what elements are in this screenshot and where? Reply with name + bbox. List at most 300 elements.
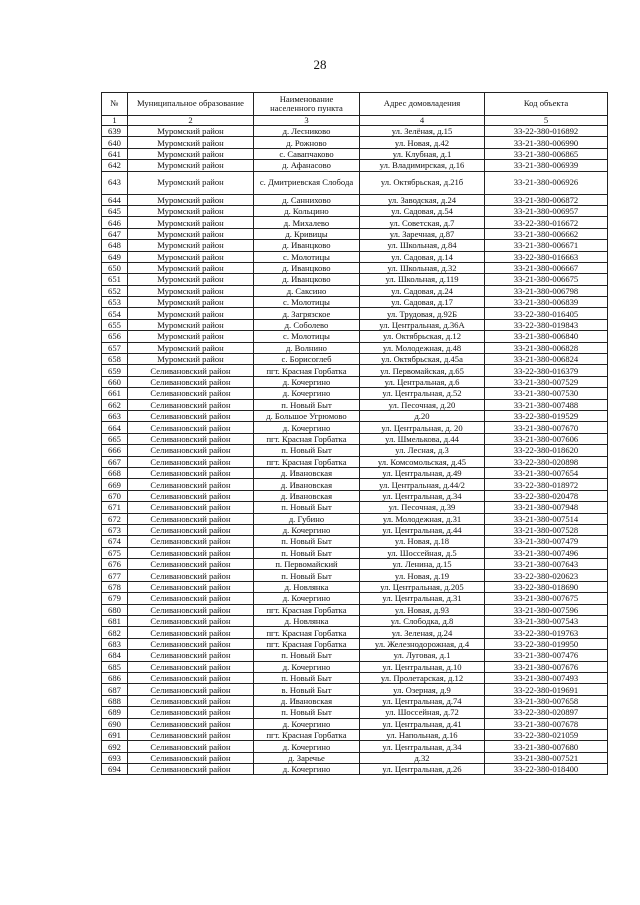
settlement-cell: пгт. Красная Горбатка xyxy=(254,365,360,376)
address-cell: ул. Центральная, д.34 xyxy=(360,490,485,501)
settlement-cell: д. Губино xyxy=(254,513,360,524)
address-cell: ул. Центральная, д. 20 xyxy=(360,422,485,433)
municipality-cell: Муромский район xyxy=(128,319,254,330)
header-settlement: Наименование населенного пункта xyxy=(254,93,360,116)
object-code-cell: 33-21-380-007670 xyxy=(485,422,608,433)
settlement-cell: с. Молотицы xyxy=(254,331,360,342)
settlement-cell: д. Лесниково xyxy=(254,126,360,137)
municipality-cell: Селивановский район xyxy=(128,581,254,592)
municipality-cell: Селивановский район xyxy=(128,627,254,638)
table-row xyxy=(102,354,608,365)
row-number: 685 xyxy=(102,661,128,672)
row-number: 689 xyxy=(102,707,128,718)
address-cell: ул. Школьная, д.32 xyxy=(360,262,485,273)
header-row xyxy=(102,93,608,116)
row-number: 662 xyxy=(102,399,128,410)
row-number: 676 xyxy=(102,559,128,570)
settlement-cell: д. Кочергино xyxy=(254,661,360,672)
object-code-cell: 33-22-380-016663 xyxy=(485,251,608,262)
table-row xyxy=(102,297,608,308)
row-number: 655 xyxy=(102,319,128,330)
address-cell: ул. Озерная, д.9 xyxy=(360,684,485,695)
table-row xyxy=(102,729,608,740)
object-code-cell: 33-21-380-007606 xyxy=(485,433,608,444)
municipality-cell: Селивановский район xyxy=(128,604,254,615)
municipality-cell: Селивановский район xyxy=(128,399,254,410)
municipality-cell: Муромский район xyxy=(128,308,254,319)
settlement-cell: д. Саксино xyxy=(254,285,360,296)
address-cell: ул. Песочная, д.20 xyxy=(360,399,485,410)
row-number: 686 xyxy=(102,672,128,683)
object-code-cell: 33-21-380-007643 xyxy=(485,559,608,570)
row-number: 673 xyxy=(102,524,128,535)
row-number: 692 xyxy=(102,741,128,752)
table-row xyxy=(102,764,608,775)
object-code-cell: 33-21-380-006662 xyxy=(485,228,608,239)
municipality-cell: Селивановский район xyxy=(128,490,254,501)
row-number: 693 xyxy=(102,752,128,763)
object-code-cell: 33-21-380-007530 xyxy=(485,388,608,399)
table-row xyxy=(102,695,608,706)
row-number: 654 xyxy=(102,308,128,319)
table-row xyxy=(102,342,608,353)
settlement-cell: д. Кочергино xyxy=(254,718,360,729)
table-row xyxy=(102,661,608,672)
table-row xyxy=(102,684,608,695)
settlement-cell: д. Кривицы xyxy=(254,228,360,239)
settlement-cell: с. Дмитриевская Слобода xyxy=(254,171,360,194)
row-number: 646 xyxy=(102,217,128,228)
settlement-cell: п. Новый Быт xyxy=(254,502,360,513)
row-number: 653 xyxy=(102,297,128,308)
address-cell: ул. Садовая, д.17 xyxy=(360,297,485,308)
address-cell: ул. Новая, д.18 xyxy=(360,536,485,547)
column-number: 3 xyxy=(254,116,360,126)
object-code-cell: 33-21-380-007654 xyxy=(485,467,608,478)
table-row xyxy=(102,228,608,239)
municipality-cell: Селивановский район xyxy=(128,467,254,478)
object-code-cell: 33-21-380-006865 xyxy=(485,148,608,159)
object-code-cell: 33-22-380-018690 xyxy=(485,581,608,592)
table-row xyxy=(102,262,608,273)
address-cell: ул. Советская, д.7 xyxy=(360,217,485,228)
municipality-cell: Селивановский район xyxy=(128,650,254,661)
table-row xyxy=(102,490,608,501)
registry-table xyxy=(101,92,608,775)
municipality-cell: Селивановский район xyxy=(128,479,254,490)
object-code-cell: 33-22-380-016672 xyxy=(485,217,608,228)
municipality-cell: Селивановский район xyxy=(128,547,254,558)
address-cell: ул. Шоссейная, д.72 xyxy=(360,707,485,718)
object-code-cell: 33-21-380-006824 xyxy=(485,354,608,365)
object-code-cell: 33-22-380-021059 xyxy=(485,729,608,740)
table-row xyxy=(102,752,608,763)
address-cell: ул. Центральная, д.41 xyxy=(360,718,485,729)
settlement-cell: пгт. Красная Горбатка xyxy=(254,433,360,444)
address-cell: д.20 xyxy=(360,410,485,421)
settlement-cell: п. Новый Быт xyxy=(254,399,360,410)
settlement-cell: пгт. Красная Горбатка xyxy=(254,729,360,740)
object-code-cell: 33-21-380-006671 xyxy=(485,240,608,251)
object-code-cell: 33-21-380-007528 xyxy=(485,524,608,535)
address-cell: ул. Заречная, д.87 xyxy=(360,228,485,239)
object-code-cell: 33-21-380-006990 xyxy=(485,137,608,148)
row-number: 661 xyxy=(102,388,128,399)
table-row xyxy=(102,137,608,148)
municipality-cell: Селивановский район xyxy=(128,524,254,535)
table-row xyxy=(102,741,608,752)
row-number: 651 xyxy=(102,274,128,285)
municipality-cell: Муромский район xyxy=(128,228,254,239)
address-cell: ул. Новая, д.42 xyxy=(360,137,485,148)
row-number: 648 xyxy=(102,240,128,251)
address-cell: ул. Трудовая, д.92Б xyxy=(360,308,485,319)
object-code-cell: 33-22-380-018972 xyxy=(485,479,608,490)
object-code-cell: 33-21-380-006839 xyxy=(485,297,608,308)
table-row xyxy=(102,331,608,342)
row-number: 681 xyxy=(102,616,128,627)
municipality-cell: Селивановский район xyxy=(128,707,254,718)
table-row xyxy=(102,672,608,683)
municipality-cell: Селивановский район xyxy=(128,445,254,456)
row-number: 667 xyxy=(102,456,128,467)
settlement-cell: д. Заречье xyxy=(254,752,360,763)
row-number: 675 xyxy=(102,547,128,558)
settlement-cell: д. Ивановская xyxy=(254,479,360,490)
settlement-cell: д. Загрязское xyxy=(254,308,360,319)
address-cell: ул. Ленина, д.15 xyxy=(360,559,485,570)
object-code-cell: 33-22-380-019843 xyxy=(485,319,608,330)
row-number: 690 xyxy=(102,718,128,729)
settlement-cell: в. Новый Быт xyxy=(254,684,360,695)
table-row xyxy=(102,160,608,171)
settlement-cell: п. Новый Быт xyxy=(254,570,360,581)
municipality-cell: Селивановский район xyxy=(128,616,254,627)
settlement-cell: д. Кочергино xyxy=(254,764,360,775)
settlement-cell: с. Борисоглеб xyxy=(254,354,360,365)
municipality-cell: Селивановский район xyxy=(128,729,254,740)
settlement-cell: д. Волнино xyxy=(254,342,360,353)
object-code-cell: 33-21-380-006840 xyxy=(485,331,608,342)
municipality-cell: Селивановский район xyxy=(128,502,254,513)
object-code-cell: 33-21-380-007596 xyxy=(485,604,608,615)
table-row xyxy=(102,319,608,330)
address-cell: ул. Центральная, д.44 xyxy=(360,524,485,535)
settlement-cell: д. Кольцино xyxy=(254,205,360,216)
row-number: 669 xyxy=(102,479,128,490)
row-number: 658 xyxy=(102,354,128,365)
address-cell: ул. Центральная, д.36А xyxy=(360,319,485,330)
table-row xyxy=(102,547,608,558)
row-number: 674 xyxy=(102,536,128,547)
object-code-cell: 33-21-380-007678 xyxy=(485,718,608,729)
settlement-cell: д. Иванцково xyxy=(254,240,360,251)
address-cell: ул. Зеленая, д.24 xyxy=(360,627,485,638)
address-cell: ул. Октябрьская, д.21б xyxy=(360,171,485,194)
object-code-cell: 33-21-380-006798 xyxy=(485,285,608,296)
address-cell: ул. Садовая, д.54 xyxy=(360,205,485,216)
address-cell: ул. Октябрьская, д.12 xyxy=(360,331,485,342)
address-cell: ул. Комсомольская, д.45 xyxy=(360,456,485,467)
municipality-cell: Муромский район xyxy=(128,354,254,365)
municipality-cell: Селивановский район xyxy=(128,410,254,421)
address-cell: ул. Слободка, д.8 xyxy=(360,616,485,627)
row-number: 657 xyxy=(102,342,128,353)
settlement-cell: д. Иванцково xyxy=(254,274,360,285)
object-code-cell: 33-22-380-016405 xyxy=(485,308,608,319)
row-number: 640 xyxy=(102,137,128,148)
table-body xyxy=(102,126,608,775)
municipality-cell: Селивановский район xyxy=(128,388,254,399)
settlement-cell: п. Новый Быт xyxy=(254,650,360,661)
object-code-cell: 33-21-380-007476 xyxy=(485,650,608,661)
table-row xyxy=(102,513,608,524)
settlement-cell: пгт. Красная Горбатка xyxy=(254,627,360,638)
object-code-cell: 33-21-380-007521 xyxy=(485,752,608,763)
object-code-cell: 33-22-380-019691 xyxy=(485,684,608,695)
row-number: 666 xyxy=(102,445,128,456)
table-row xyxy=(102,445,608,456)
object-code-cell: 33-22-380-018400 xyxy=(485,764,608,775)
settlement-cell: д. Кочергино xyxy=(254,376,360,387)
address-cell: ул. Луговая, д.1 xyxy=(360,650,485,661)
object-code-cell: 33-22-380-016892 xyxy=(485,126,608,137)
municipality-cell: Муромский район xyxy=(128,205,254,216)
address-cell: ул. Новая, д.19 xyxy=(360,570,485,581)
settlement-cell: пгт. Красная Горбатка xyxy=(254,638,360,649)
row-number: 656 xyxy=(102,331,128,342)
row-number: 671 xyxy=(102,502,128,513)
row-number: 688 xyxy=(102,695,128,706)
municipality-cell: Муромский район xyxy=(128,171,254,194)
address-cell: ул. Владимирская, д.16 xyxy=(360,160,485,171)
table-row xyxy=(102,627,608,638)
row-number: 644 xyxy=(102,194,128,205)
object-code-cell: 33-21-380-007658 xyxy=(485,695,608,706)
settlement-cell: д. Большое Угрюмово xyxy=(254,410,360,421)
municipality-cell: Муромский район xyxy=(128,217,254,228)
table-row xyxy=(102,126,608,137)
address-cell: ул. Шмелькова, д.44 xyxy=(360,433,485,444)
row-number: 680 xyxy=(102,604,128,615)
table-row xyxy=(102,650,608,661)
address-cell: ул. Садовая, д.24 xyxy=(360,285,485,296)
table-row xyxy=(102,604,608,615)
settlement-cell: д. Саннихово xyxy=(254,194,360,205)
settlement-cell: п. Новый Быт xyxy=(254,672,360,683)
municipality-cell: Муромский район xyxy=(128,160,254,171)
municipality-cell: Муромский район xyxy=(128,126,254,137)
row-number: 691 xyxy=(102,729,128,740)
settlement-cell: пгт. Красная Горбатка xyxy=(254,604,360,615)
address-cell: ул. Первомайская, д.65 xyxy=(360,365,485,376)
row-number: 649 xyxy=(102,251,128,262)
address-cell: ул. Октябрьская, д.45а xyxy=(360,354,485,365)
column-number: 5 xyxy=(485,116,608,126)
address-cell: ул. Железнодорожная, д.4 xyxy=(360,638,485,649)
table-row xyxy=(102,376,608,387)
header-municipality: Муниципальное образование xyxy=(128,93,254,116)
address-cell: ул. Напольная, д.16 xyxy=(360,729,485,740)
row-number: 639 xyxy=(102,126,128,137)
municipality-cell: Селивановский район xyxy=(128,684,254,695)
settlement-cell: д. Новлянка xyxy=(254,581,360,592)
municipality-cell: Селивановский район xyxy=(128,365,254,376)
municipality-cell: Селивановский район xyxy=(128,433,254,444)
header-object-code: Код объекта xyxy=(485,93,608,116)
row-number: 652 xyxy=(102,285,128,296)
address-cell: ул. Новая, д.93 xyxy=(360,604,485,615)
table-row xyxy=(102,205,608,216)
table-row xyxy=(102,456,608,467)
settlement-cell: д. Кочергино xyxy=(254,741,360,752)
table-row xyxy=(102,308,608,319)
object-code-cell: 33-22-380-019950 xyxy=(485,638,608,649)
object-code-cell: 33-22-380-019763 xyxy=(485,627,608,638)
object-code-cell: 33-21-380-006939 xyxy=(485,160,608,171)
municipality-cell: Муромский район xyxy=(128,240,254,251)
row-number: 670 xyxy=(102,490,128,501)
object-code-cell: 33-21-380-006667 xyxy=(485,262,608,273)
table-row xyxy=(102,536,608,547)
object-code-cell: 33-22-380-020897 xyxy=(485,707,608,718)
settlement-cell: п. Новый Быт xyxy=(254,547,360,558)
row-number: 665 xyxy=(102,433,128,444)
address-cell: ул. Школьная, д.119 xyxy=(360,274,485,285)
settlement-cell: д. Иванцково xyxy=(254,262,360,273)
table-row xyxy=(102,467,608,478)
object-code-cell: 33-21-380-006957 xyxy=(485,205,608,216)
object-code-cell: 33-21-380-007948 xyxy=(485,502,608,513)
row-number: 664 xyxy=(102,422,128,433)
object-code-cell: 33-21-380-007529 xyxy=(485,376,608,387)
row-number: 647 xyxy=(102,228,128,239)
address-cell: ул. Школьная, д.84 xyxy=(360,240,485,251)
settlement-cell: с. Молотицы xyxy=(254,297,360,308)
row-number: 694 xyxy=(102,764,128,775)
table-row xyxy=(102,399,608,410)
column-number-row xyxy=(102,116,608,126)
column-number: 2 xyxy=(128,116,254,126)
table-row xyxy=(102,570,608,581)
table-row xyxy=(102,616,608,627)
table-row xyxy=(102,285,608,296)
municipality-cell: Муромский район xyxy=(128,274,254,285)
address-cell: ул. Лесная, д.3 xyxy=(360,445,485,456)
table-row xyxy=(102,559,608,570)
settlement-cell: д. Новлянка xyxy=(254,616,360,627)
address-cell: ул. Центральная, д.26 xyxy=(360,764,485,775)
table-row xyxy=(102,251,608,262)
row-number: 677 xyxy=(102,570,128,581)
address-cell: ул. Центральная, д.44/2 xyxy=(360,479,485,490)
object-code-cell: 33-22-380-019529 xyxy=(485,410,608,421)
row-number: 678 xyxy=(102,581,128,592)
table-row xyxy=(102,581,608,592)
settlement-cell: п. Первомайский xyxy=(254,559,360,570)
object-code-cell: 33-21-380-007496 xyxy=(485,547,608,558)
settlement-cell: д. Кочергино xyxy=(254,593,360,604)
municipality-cell: Селивановский район xyxy=(128,661,254,672)
settlement-cell: д. Кочергино xyxy=(254,388,360,399)
row-number: 687 xyxy=(102,684,128,695)
row-number: 684 xyxy=(102,650,128,661)
municipality-cell: Селивановский район xyxy=(128,559,254,570)
object-code-cell: 33-21-380-006872 xyxy=(485,194,608,205)
column-number: 1 xyxy=(102,116,128,126)
table-row xyxy=(102,707,608,718)
object-code-cell: 33-21-380-007676 xyxy=(485,661,608,672)
municipality-cell: Муромский район xyxy=(128,194,254,205)
settlement-cell: п. Новый Быт xyxy=(254,707,360,718)
municipality-cell: Селивановский район xyxy=(128,764,254,775)
row-number: 682 xyxy=(102,627,128,638)
settlement-cell: д. Афанасово xyxy=(254,160,360,171)
table-row xyxy=(102,638,608,649)
address-cell: ул. Центральная, д.10 xyxy=(360,661,485,672)
municipality-cell: Муромский район xyxy=(128,148,254,159)
table-row xyxy=(102,410,608,421)
table-row xyxy=(102,718,608,729)
object-code-cell: 33-21-380-007488 xyxy=(485,399,608,410)
settlement-cell: д. Михалево xyxy=(254,217,360,228)
object-code-cell: 33-21-380-007675 xyxy=(485,593,608,604)
object-code-cell: 33-22-380-018620 xyxy=(485,445,608,456)
address-cell: ул. Молодежная, д.31 xyxy=(360,513,485,524)
settlement-cell: с. Савапчаково xyxy=(254,148,360,159)
settlement-cell: пгт. Красная Горбатка xyxy=(254,456,360,467)
settlement-cell: д. Ивановская xyxy=(254,490,360,501)
settlement-cell: д. Ивановская xyxy=(254,695,360,706)
address-cell: ул. Центральная, д.52 xyxy=(360,388,485,399)
settlement-cell: д. Кочергино xyxy=(254,524,360,535)
row-number: 642 xyxy=(102,160,128,171)
municipality-cell: Муромский район xyxy=(128,251,254,262)
settlement-cell: п. Новый Быт xyxy=(254,445,360,456)
table-row xyxy=(102,479,608,490)
settlement-cell: п. Новый Быт xyxy=(254,536,360,547)
municipality-cell: Муромский район xyxy=(128,137,254,148)
row-number: 683 xyxy=(102,638,128,649)
row-number: 679 xyxy=(102,593,128,604)
municipality-cell: Селивановский район xyxy=(128,593,254,604)
object-code-cell: 33-21-380-007680 xyxy=(485,741,608,752)
object-code-cell: 33-22-380-016379 xyxy=(485,365,608,376)
municipality-cell: Муромский район xyxy=(128,285,254,296)
address-cell: ул. Центральная, д.34 xyxy=(360,741,485,752)
object-code-cell: 33-21-380-007543 xyxy=(485,616,608,627)
row-number: 672 xyxy=(102,513,128,524)
table-row xyxy=(102,148,608,159)
address-cell: ул. Зелёная, д.15 xyxy=(360,126,485,137)
column-number: 4 xyxy=(360,116,485,126)
settlement-cell: д. Рожново xyxy=(254,137,360,148)
object-code-cell: 33-22-380-020623 xyxy=(485,570,608,581)
address-cell: ул. Шоссейная, д.5 xyxy=(360,547,485,558)
object-code-cell: 33-21-380-006926 xyxy=(485,171,608,194)
municipality-cell: Муромский район xyxy=(128,342,254,353)
table-row xyxy=(102,194,608,205)
table-row xyxy=(102,388,608,399)
address-cell: ул. Заводская, д.24 xyxy=(360,194,485,205)
address-cell: ул. Клубная, д.1 xyxy=(360,148,485,159)
object-code-cell: 33-21-380-007493 xyxy=(485,672,608,683)
page-number: 28 xyxy=(313,57,327,72)
object-code-cell: 33-21-380-007479 xyxy=(485,536,608,547)
table-row xyxy=(102,217,608,228)
address-cell: ул. Песочная, д.39 xyxy=(360,502,485,513)
table-row xyxy=(102,593,608,604)
